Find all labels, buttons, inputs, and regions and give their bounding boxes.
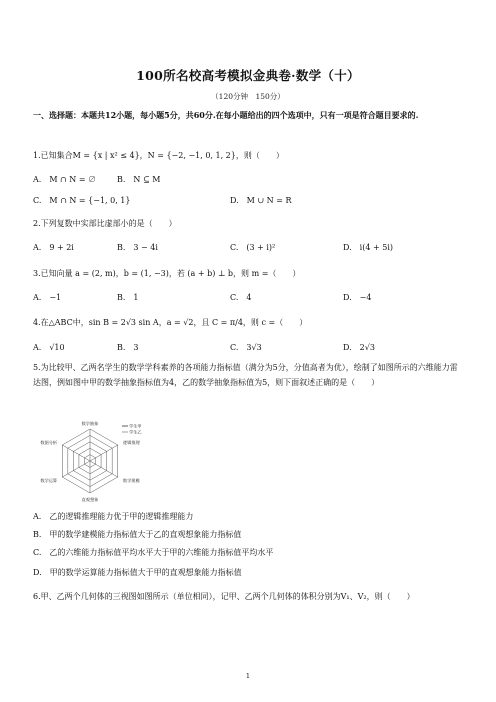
q4-choice-b: B. 3: [117, 343, 139, 352]
q3-choice-a: A. −1: [33, 293, 62, 302]
page-number: 1: [245, 672, 251, 680]
q1-choice-c: C. M ∩ N = {−1, 0, 1}: [33, 196, 131, 205]
radar-axis-label: 数学建模: [122, 478, 140, 483]
q3-choice-b: B. 1: [117, 293, 139, 302]
q5-stem: 5.为比较甲、乙两名学生的数学学科素养的各项能力指标值（满分为5分，分值高者为优），绘制了如图所示的六维能力雷达图，例如图中甲的数学抽象指标值为4，乙的数学抽象指标值为5，则下面叙述正确的是（ ）: [33, 363, 458, 387]
legend-label: 学生乙: [129, 429, 142, 435]
q4-stem: 4.在△ABC中，sin B = 2√3 sin A，a = √2，且 C = π/4，则 c =（ ）: [33, 318, 308, 327]
q2-choice-c: C. (3 + i)²: [230, 243, 276, 252]
q5-choice-c: C. 乙的六维能力指标值平均水平大于甲的六维能力指标值平均水平: [33, 548, 274, 557]
radar-axis-line: [62, 445, 90, 461]
radar-axis-line: [62, 461, 90, 477]
q2-choice-a: A. 9 + 2i: [33, 243, 74, 252]
q2-choice-b: B. 3 − 4i: [117, 243, 158, 252]
q1-choice-d: D. M ∪ N = R: [230, 196, 292, 205]
radar-axis-label: 直观想象: [81, 497, 99, 502]
q4-choice-a: A. √10: [33, 343, 65, 352]
q3-choice-d: D. −4: [343, 293, 372, 302]
q2-choice-d: D. i(4 + 5i): [343, 243, 393, 252]
radar-chart: [40, 419, 160, 503]
q6-stem: 6.甲、乙两个几何体的三视图如图所示（单位相同），记甲、乙两个几何体的体积分别为V₁、V₂，则（ ）: [33, 592, 415, 601]
q1-stem: 1.已知集合M = {x | x² ≤ 4}，N = {−2, −1, 0, 1, 2}，则（ ）: [33, 151, 284, 160]
q4-choice-d: D. 2√3: [343, 343, 375, 352]
radar-axis-line: [90, 445, 118, 461]
q3-stem: 3.已知向量 a = (2, m)，b = (1, −3)，若 (a + b) ⊥ b，则 m =（ ）: [33, 269, 301, 278]
radar-axis-label: 逻辑推理: [122, 440, 140, 445]
q2-stem: 2.下列复数中实部比虚部小的是（ ）: [33, 219, 177, 228]
section-instruction: 一、选择题：本题共12小题，每小题5分，共60分.在每小题给出的四个选项中，只有一项是符合题目要求的.: [33, 110, 419, 120]
radar-axis-label: 数学运算: [40, 478, 58, 483]
q5-choice-b: B. 甲的数学建模能力指标值大于乙的直观想象能力指标值: [33, 530, 242, 539]
q5-choice-a: A. 乙的逻辑推理能力优于甲的逻辑推理能力: [33, 512, 194, 521]
radar-grid: [62, 429, 117, 493]
radar-legend: [122, 423, 142, 436]
exam-title: 100所名校高考模拟金典卷·数学（十）: [136, 68, 360, 83]
q3-choice-c: C. 4: [230, 293, 252, 302]
exam-subtitle: （120分钟 150分）: [211, 92, 285, 101]
radar-axis-line: [90, 461, 118, 477]
radar-axis-label: 数据分析: [40, 440, 58, 445]
radar-axis-label: 数学抽象: [81, 421, 99, 426]
q1-choice-a: A. M ∩ N = ∅: [33, 175, 97, 184]
legend-label: 学生甲: [129, 423, 142, 429]
q1-choice-b: B. N ⊆ M: [117, 175, 161, 184]
q4-choice-c: C. 3√3: [230, 343, 262, 352]
q5-choice-d: D. 甲的数学运算能力指标值大于甲的直观想象能力指标值: [33, 568, 242, 577]
